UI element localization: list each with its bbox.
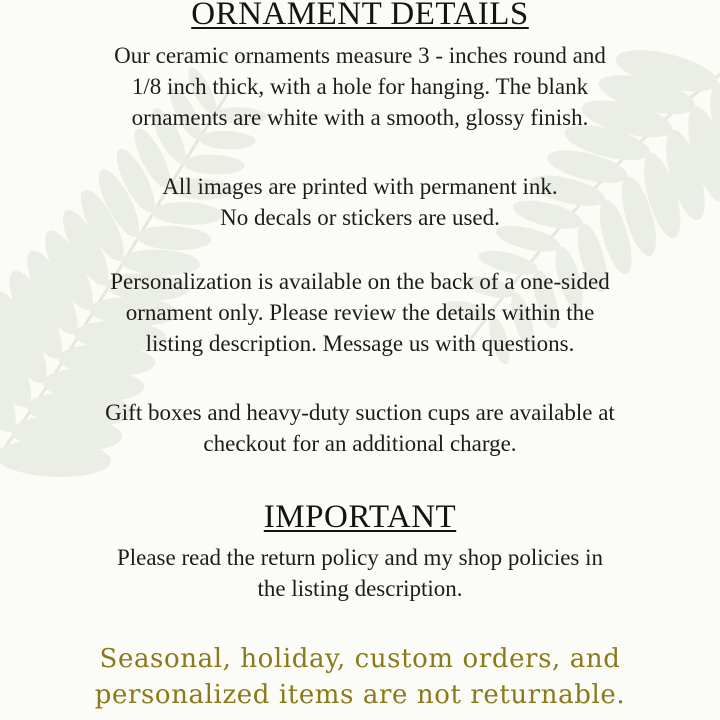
- text-line: Seasonal, holiday, custom orders, and: [99, 644, 621, 674]
- size-paragraph: [40, 40, 680, 133]
- return-policy-paragraph: [40, 542, 680, 604]
- text-line: listing description. Message us with questions.: [145, 331, 575, 356]
- personalization-paragraph: [40, 266, 680, 359]
- important-heading: IMPORTANT: [263, 499, 457, 535]
- text-line: No decals or stickers are used.: [220, 205, 500, 230]
- text-line: Gift boxes and heavy-duty suction cups are available at: [105, 400, 615, 425]
- text-line: Our ceramic ornaments measure 3 - inches round and: [114, 43, 606, 68]
- text-line: Personalization is available on the back of a one-sided: [110, 269, 610, 294]
- text-line: checkout for an additional charge.: [203, 431, 517, 456]
- text-line: 1/8 inch thick, with a hole for hanging. The blank: [131, 74, 589, 99]
- text-line: ornaments are white with a smooth, glossy finish.: [131, 105, 589, 130]
- text-line: All images are printed with permanent ink.: [162, 174, 558, 199]
- ink-paragraph: [40, 171, 680, 233]
- text-line: Please read the return policy and my shop policies in: [116, 545, 604, 570]
- gift-box-paragraph: [40, 397, 680, 459]
- text-line: personalized items are not returnable.: [94, 680, 626, 710]
- not-returnable-notice: [10, 641, 710, 713]
- text-line: the listing description.: [257, 576, 463, 601]
- ornament-details-heading: ORNAMENT DETAILS: [191, 0, 529, 32]
- text-line: ornament only. Please review the details within the: [125, 300, 595, 325]
